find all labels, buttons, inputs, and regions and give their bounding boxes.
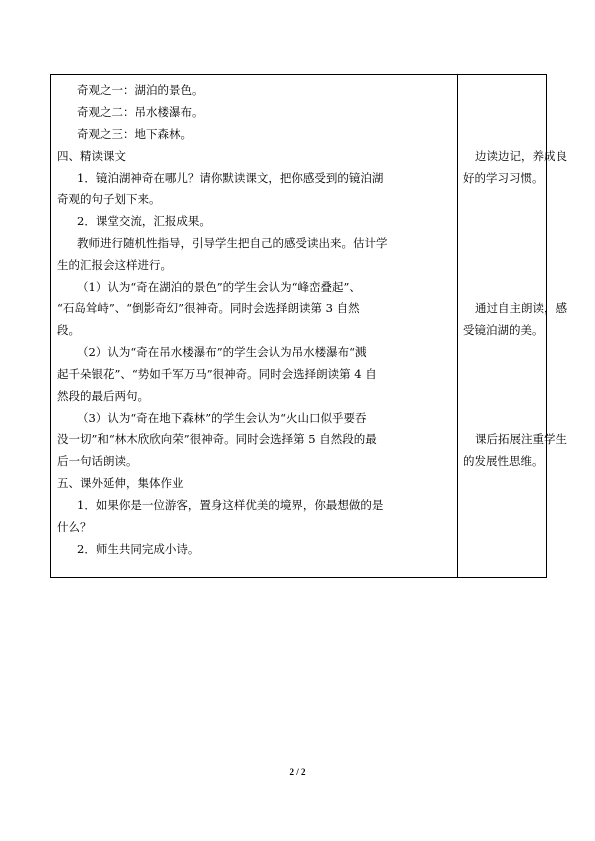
note-line: 受镜泊湖的美。	[463, 323, 544, 337]
text-line: 2．师生共同完成小诗。	[77, 542, 200, 556]
text-line: 奇观之三：地下森林。	[77, 127, 192, 141]
section-heading: 五、课外延伸，集体作业	[57, 476, 184, 490]
text-line: 生的汇报会这样进行。	[57, 258, 172, 272]
text-line: “石岛耸峙”、“倒影奇幻”很神奇。同时会选择朗读第 3 自然	[57, 301, 360, 315]
text-line: （2）认为“奇在吊水楼瀑布”的学生会认为吊水楼瀑布“溅	[77, 345, 367, 359]
text-line: 教师进行随机性指导，引导学生把自己的感受读出来。估计学	[77, 236, 388, 250]
text-line: 没一切”和“林木欣欣向荣”很神奇。同时会选择第 5 自然段的最	[57, 432, 377, 446]
text-line: 2．课堂交流，汇报成果。	[77, 214, 211, 228]
text-line: 段。	[57, 323, 80, 337]
note-line: 通过自主朗读，感	[475, 301, 567, 315]
note-line: 的发展性思维。	[463, 454, 544, 468]
note-line: 课后拓展注重学生	[475, 432, 567, 446]
text-line: 1．镜泊湖神奇在哪儿？请你默读课文，把你感受到的镜泊湖	[77, 171, 384, 185]
section-heading: 四、精读课文	[57, 149, 126, 163]
column-divider	[457, 75, 458, 577]
text-line: 1．如果你是一位游客，置身这样优美的境界，你最想做的是	[77, 498, 384, 512]
text-line: 什么？	[57, 520, 92, 534]
lesson-plan-table	[50, 74, 567, 578]
text-line: 后一句话朗读。	[57, 454, 138, 468]
text-line: 奇观之一：湖泊的景色。	[77, 83, 204, 97]
text-line: 奇观的句子划下来。	[57, 192, 161, 206]
text-line: （1）认为“奇在湖泊的景色”的学生会认为“峰峦叠起”、	[77, 280, 361, 294]
note-line: 好的学习习惯。	[463, 171, 544, 185]
note-line: 边读边记，养成良	[475, 149, 567, 163]
text-line: 然段的最后两句。	[57, 389, 149, 403]
text-line: 起千朵银花”、“势如千军万马”很神奇。同时会选择朗读第 4 自	[57, 367, 377, 381]
page-number: 2 / 2	[289, 767, 306, 777]
text-line: （3）认为“奇在地下森林”的学生会认为“火山口似乎要吞	[77, 411, 367, 425]
text-line: 奇观之二：吊水楼瀑布。	[77, 105, 204, 119]
